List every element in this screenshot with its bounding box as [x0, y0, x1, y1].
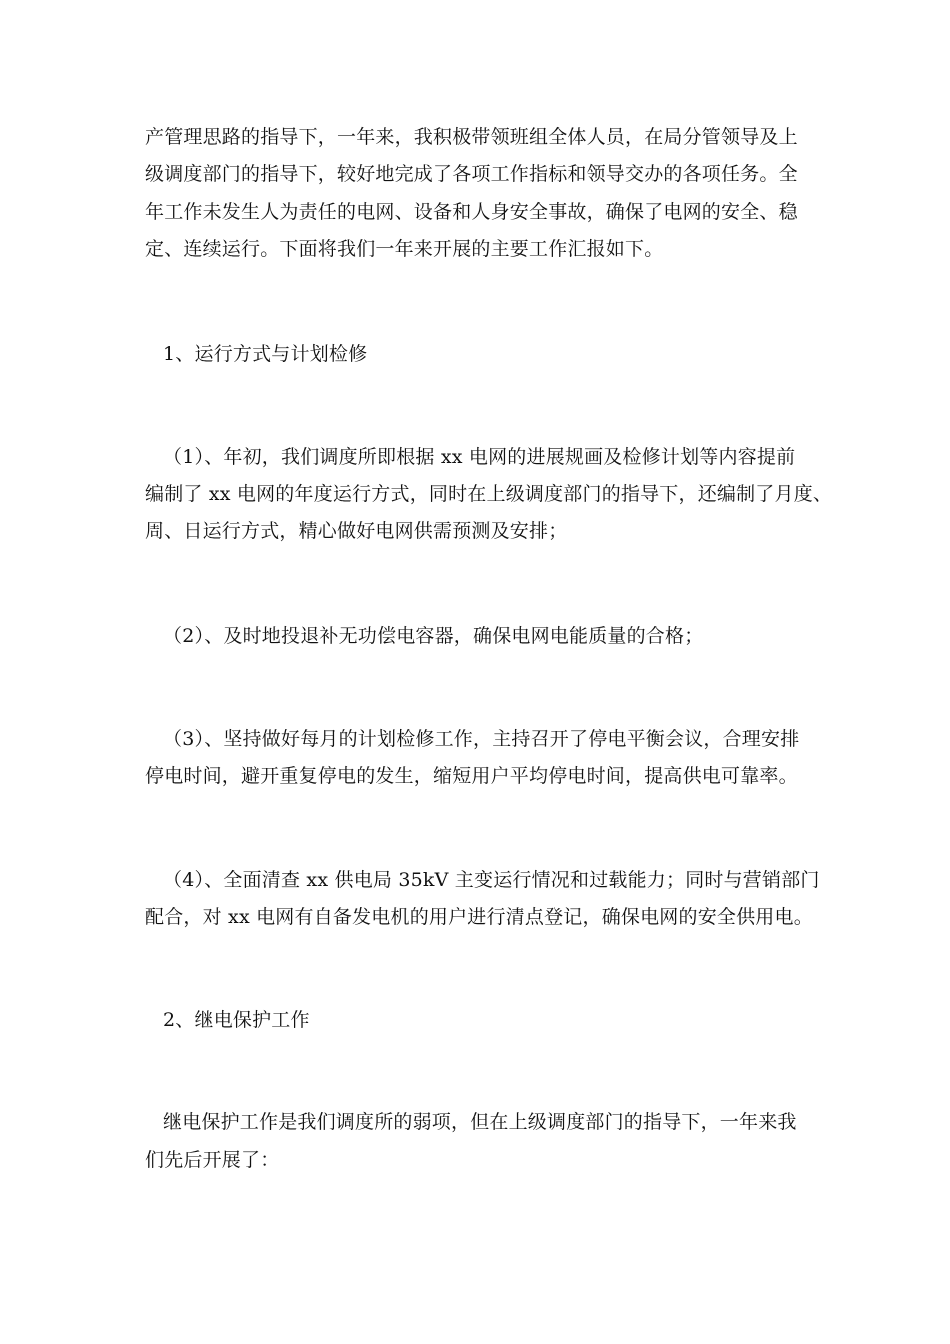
text-line: （2）、及时地投退补无功偿电容器，确保电网电能质量的合格；: [163, 625, 704, 647]
text-line: 配合，对 xx 电网有自备发电机的用户进行清点登记，确保电网的安全供用电。: [145, 906, 813, 928]
section-heading-1: 1、运行方式与计划检修: [163, 343, 368, 365]
text-line: 产管理思路的指导下，一年来，我积极带领班组全体人员，在局分管领导及上: [145, 126, 798, 148]
section-heading-2: 2、继电保护工作: [163, 1009, 310, 1031]
text-line: （4）、全面清查 xx 供电局 35kV 主变运行情况和过载能力；同时与营销部门: [163, 869, 820, 891]
text-line: 级调度部门的指导下，较好地完成了各项工作指标和领导交办的各项任务。全: [145, 163, 798, 185]
text-line: 定、连续运行。下面将我们一年来开展的主要工作汇报如下。: [145, 238, 664, 260]
text-line: （3）、坚持做好每月的计划检修工作，主持召开了停电平衡会议，合理安排: [163, 728, 800, 750]
text-line: （1）、年初，我们调度所即根据 xx 电网的进展规画及检修计划等内容提前: [163, 446, 796, 468]
text-line: 们先后开展了：: [145, 1149, 280, 1171]
text-line: 继电保护工作是我们调度所的弱项，但在上级调度部门的指导下，一年来我: [163, 1111, 797, 1133]
text-line: 周、日运行方式，精心做好电网供需预测及安排；: [145, 520, 568, 542]
text-line: 年工作未发生人为责任的电网、设备和人身安全事故，确保了电网的安全、稳: [145, 201, 798, 223]
text-line: 编制了 xx 电网的年度运行方式，同时在上级调度部门的指导下，还编制了月度、: [145, 483, 833, 505]
text-line: 停电时间，避开重复停电的发生，缩短用户平均停电时间，提高供电可靠率。: [145, 765, 798, 787]
